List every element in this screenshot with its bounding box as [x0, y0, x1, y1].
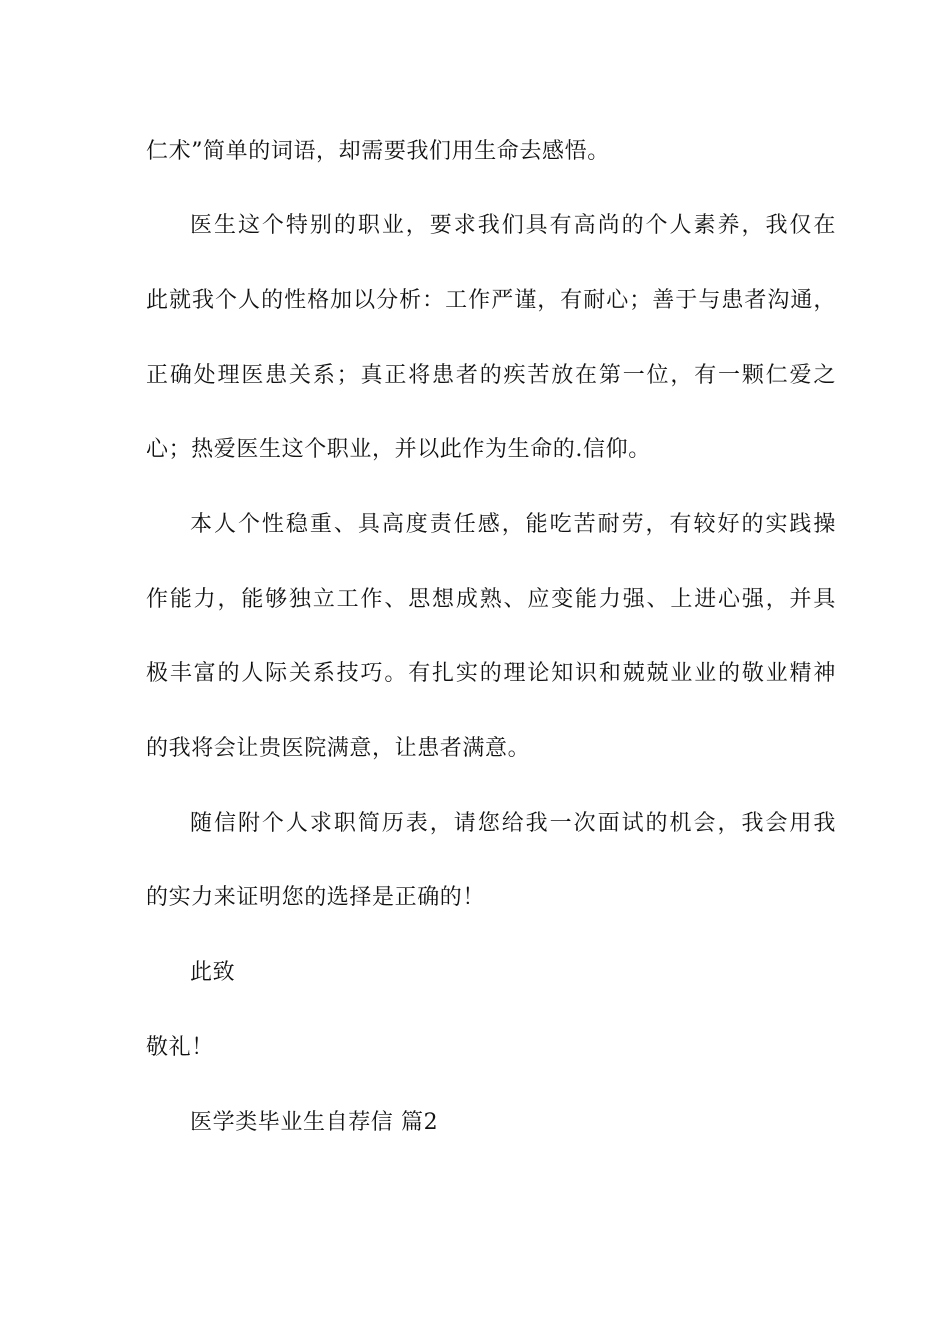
text-line-10: 随信附个人求职简历表，请您给我一次面试的机会，我会用我 [190, 811, 836, 836]
section-heading: 医学类毕业生自荐信 篇2 [190, 1110, 439, 1135]
text-line-6: 本人个性稳重、具高度责任感，能吃苦耐劳，有较好的实践操 [190, 512, 836, 537]
text-line-2: 医生这个特别的职业，要求我们具有高尚的个人素养，我仅在 [190, 213, 836, 238]
text-line-3: 此就我个人的性格加以分析：工作严谨，有耐心；善于与患者沟通， [146, 288, 836, 313]
closing-regards: 敬礼！ [146, 1035, 214, 1060]
closing-salutation: 此致 [190, 960, 236, 985]
text-line-1: 仁术”简单的词语，却需要我们用生命去感悟。 [146, 139, 610, 164]
text-line-11: 的实力来证明您的选择是正确的！ [146, 885, 486, 910]
text-line-5: 心；热爱医生这个职业，并以此作为生命的.信仰。 [146, 437, 651, 462]
text-line-8: 极丰富的人际关系技巧。有扎实的理论知识和兢兢业业的敬业精神 [146, 661, 836, 686]
text-line-7: 作能力，能够独立工作、思想成熟、应变能力强、上进心强，并具 [146, 587, 836, 612]
text-line-4: 正确处理医患关系；真正将患者的疾苦放在第一位，有一颗仁爱之 [146, 363, 836, 388]
text-line-9: 的我将会让贵医院满意，让患者满意。 [146, 736, 531, 761]
